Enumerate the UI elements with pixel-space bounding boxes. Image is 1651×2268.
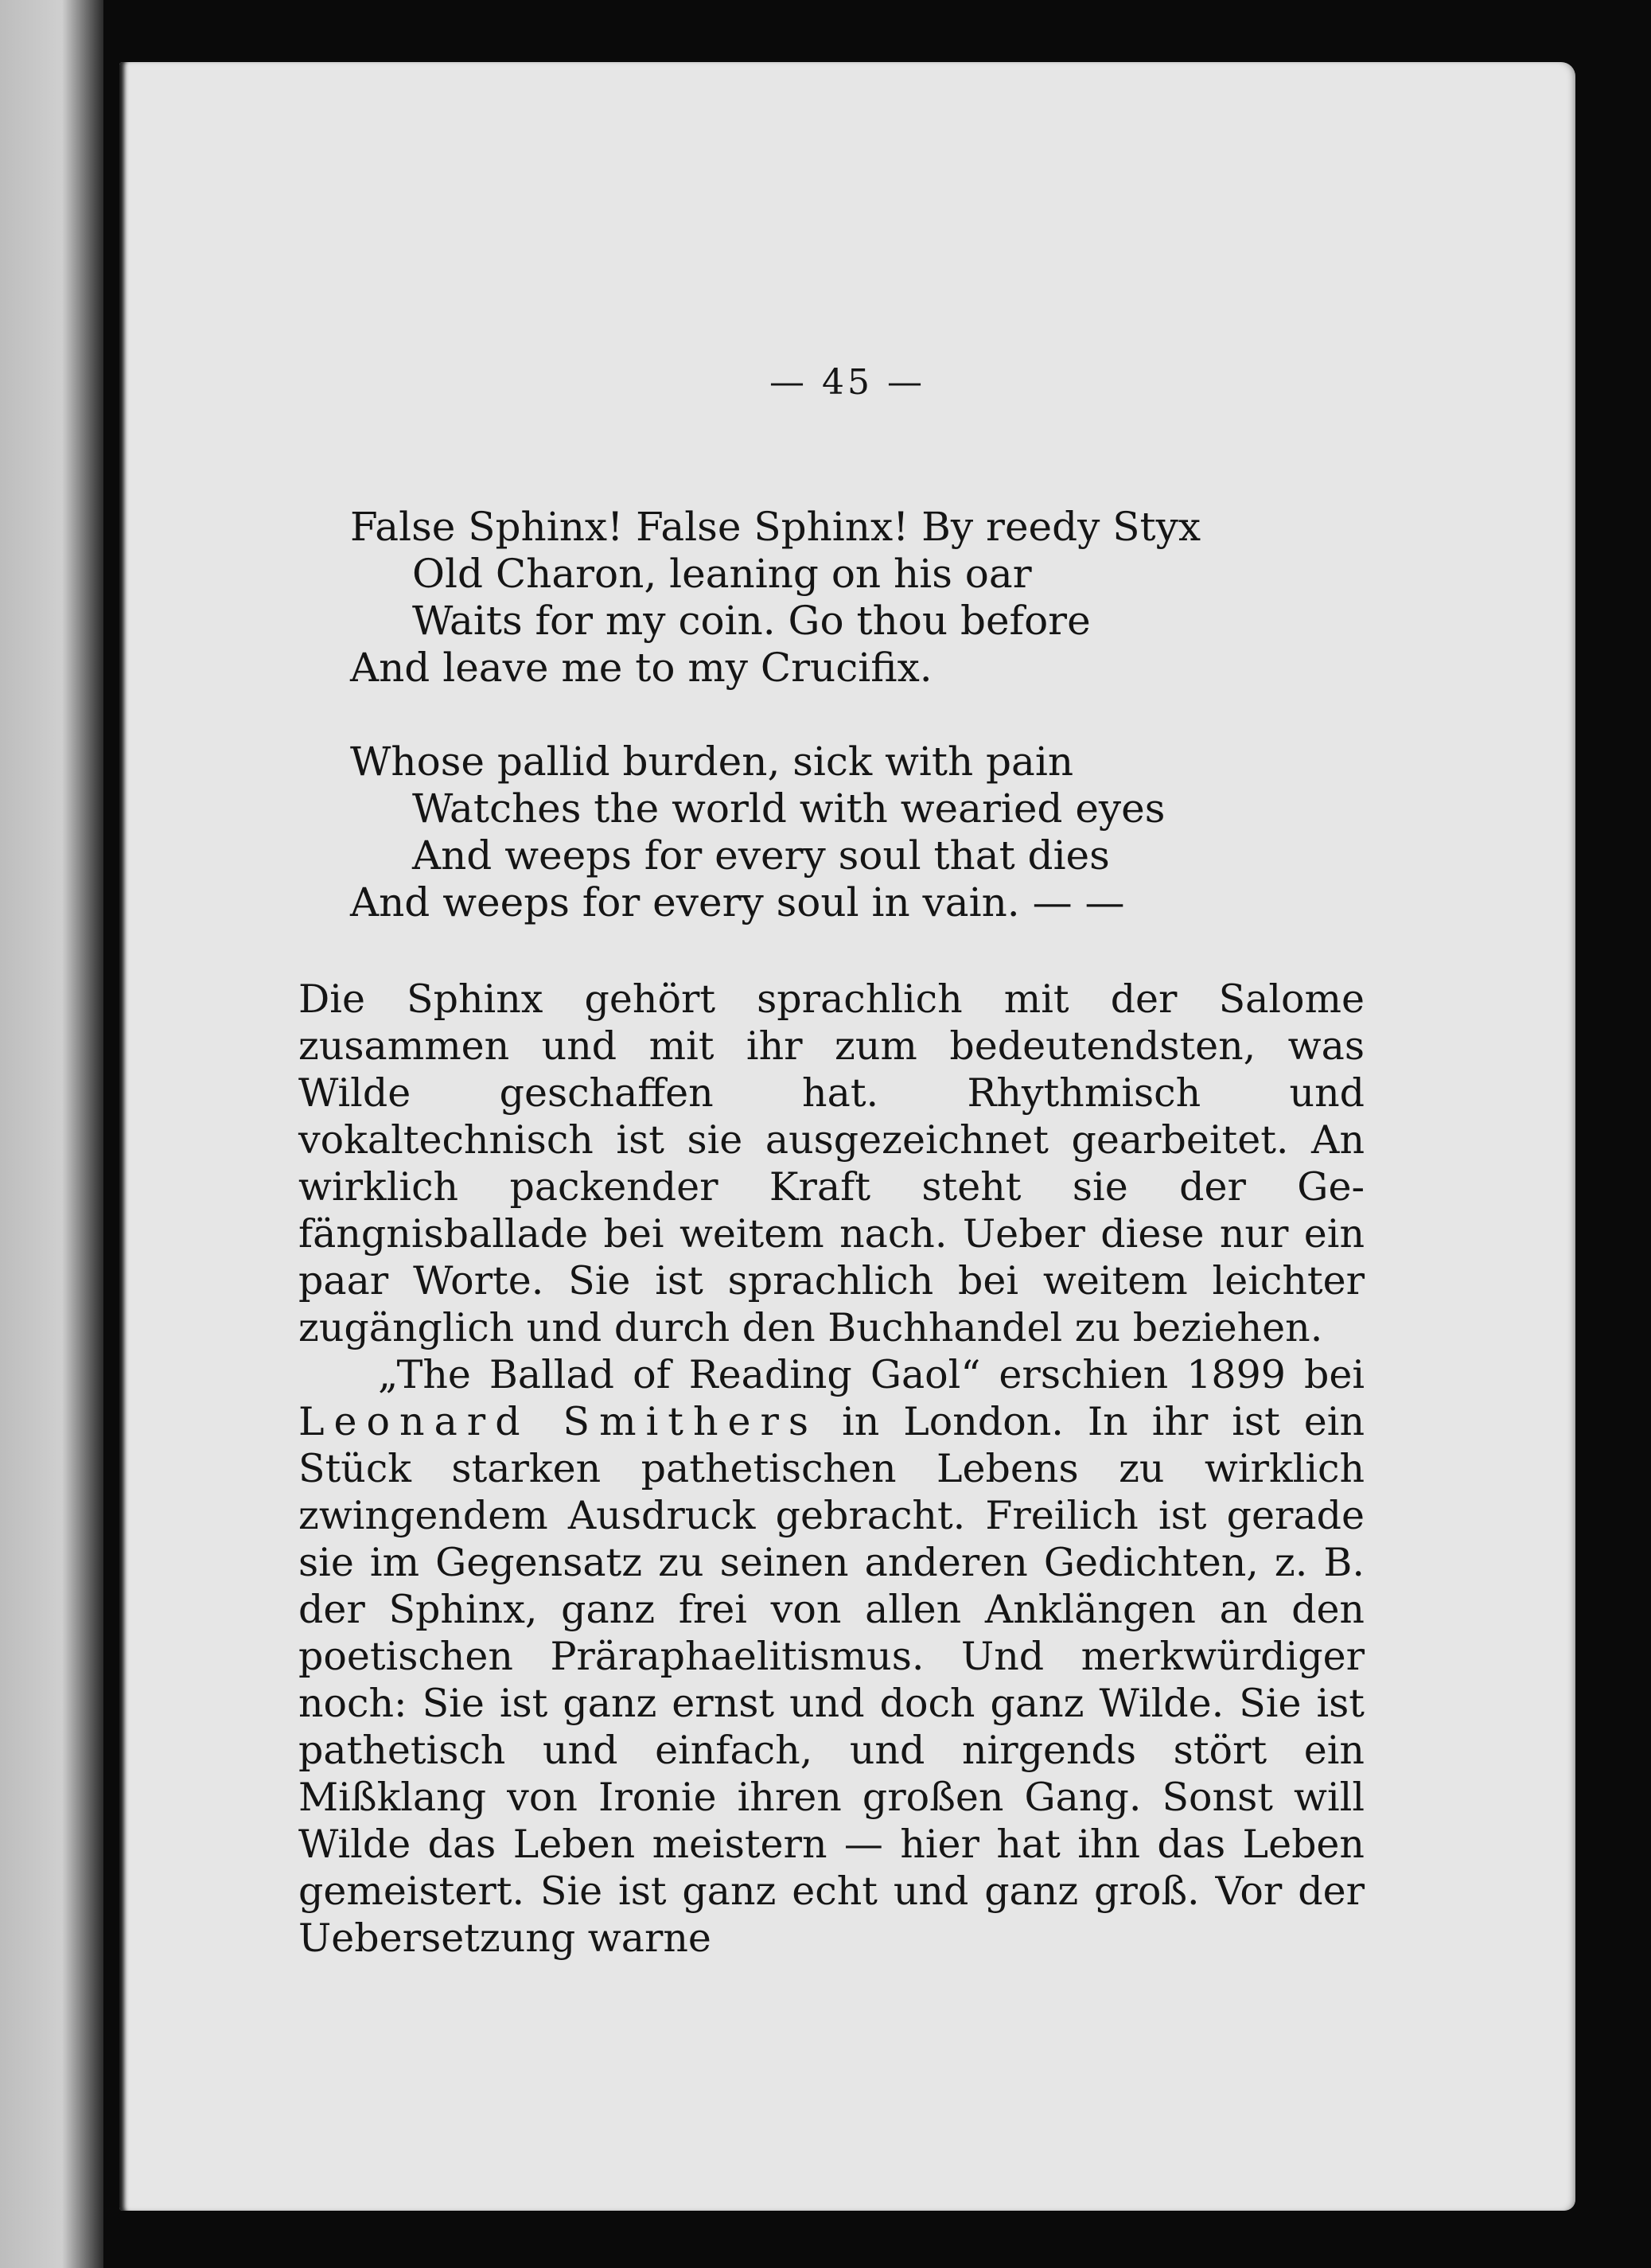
poem-line: And weeps for every soul that dies [412,832,1110,879]
poem-line: False Sphinx! False Sphinx! By reedy Styx [350,504,1201,550]
paragraph-ballad-rest: in London. In ihr ist ein Stück starken pathetischen Lebens zu wirklich zwingendem Ausdruck gebracht. Freilich ist gerade sie im Gegensatz zu seinen anderen Gedichten, z. B. der Sphinx, ganz frei von allen Anklängen an den poetischen Präraphaelitismus. Und merkwürdiger noch: Sie ist ganz ernst und doch ganz Wilde. Sie ist pathetisch und einfach, und nirgends stört ein Mißklang von Ironie ihren großen Gang. Sonst will Wilde das Leben meistern — hier hat ihn das Leben gemeistert. Sie ist ganz echt und ganz groß. Vor der Uebersetzung warne [298,1399,1365,1961]
poem-excerpt [350,504,1201,973]
paragraph-sphinx: Die Sphinx gehört sprachlich mit der Salome zusammen und mit ihr zum bedeutendsten, was Wilde geschaffen hat. Rhythmisch und vokaltechnisch ist sie ausgezeichnet gearbeitet. An wirklich packender Kraft steht sie der Gefängnisballade bei weitem nach. Ueber diese nur ein paar Worte. Sie ist sprachlich bei weitem leichter zugänglich und durch den Buchhandel zu beziehen. [298,976,1365,1350]
poem-stanza-1 [350,504,1201,692]
prose-body [298,976,1365,1962]
poem-line: Whose pallid burden, sick with pain [350,738,1074,785]
page-number: — 45 — [769,362,925,403]
book-page [119,62,1575,2211]
poem-line: Waits for my coin. Go thou before [412,598,1091,644]
poem-line: And leave me to my Crucifix. [350,645,933,691]
poem-line: And weeps for every soul in vain. — — [350,879,1125,926]
paragraph-ballad [298,1351,1365,1962]
paragraph-ballad-start: „The Ballad of Reading Gaol“ erschien 1899 bei [378,1352,1365,1397]
poem-line: Watches the world with wearied eyes [412,785,1166,832]
publisher-name: Leonard Smithers [298,1399,819,1444]
poem-line: Old Charon, leaning on his oar [412,551,1032,597]
poem-stanza-2 [350,738,1201,926]
facing-page-edge [0,0,103,2268]
